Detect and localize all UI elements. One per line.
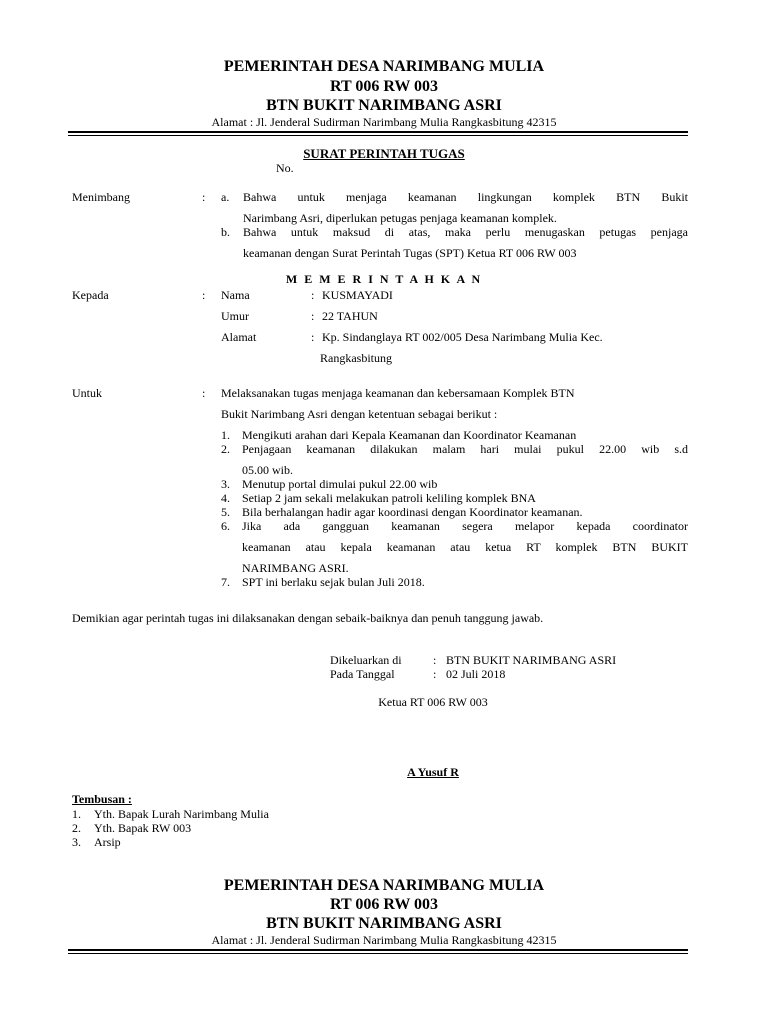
menimbang-a-marker: a. xyxy=(221,190,230,204)
tembusan-label: Tembusan : xyxy=(72,792,132,806)
letterhead-line-2: RT 006 RW 003 xyxy=(329,78,439,95)
menimbang-label: Menimbang xyxy=(72,190,130,204)
untuk-item-6-text-line2: keamanan atau kepala keamanan atau ketua RT komplek BTN BUKIT xyxy=(242,540,688,554)
untuk-item-2-text-line2: 05.00 wib. xyxy=(242,463,293,477)
letterhead-address: Alamat : Jl. Jenderal Sudirman Narimbang Mulia Rangkasbitung 42315 xyxy=(211,115,557,129)
untuk-colon: : xyxy=(202,386,206,400)
untuk-item-3-text: Menutup portal dimulai pukul 22.00 wib xyxy=(242,477,438,491)
umur-label: Umur xyxy=(221,309,249,323)
untuk-item-5-text: Bila berhalangan hadir agar koordinasi dengan Koordinator keamanan. xyxy=(242,505,583,519)
untuk-item-7-number: 7. xyxy=(221,575,230,589)
untuk-item-6-text: Jika ada gangguan keamanan segera melapor kepada coordinator xyxy=(242,519,688,533)
menimbang-a-line2: Narimbang Asri, diperlukan petugas penjaga keamanan komplek. xyxy=(243,211,557,225)
tembusan-item-2-number: 2. xyxy=(72,821,81,835)
umur-value: 22 TAHUN xyxy=(322,309,378,323)
untuk-item-2-text: Penjagaan keamanan dilakukan malam hari mulai pukul 22.00 wib s.d xyxy=(242,442,688,456)
untuk-item-7-text: SPT ini berlaku sejak bulan Juli 2018. xyxy=(242,575,425,589)
untuk-intro-line1: Melaksanakan tugas menjaga keamanan dan kebersamaan Komplek BTN xyxy=(221,386,575,400)
menimbang-colon: : xyxy=(202,190,206,204)
untuk-item-1-text: Mengikuti arahan dari Kepala Keamanan dan Koordinator Keamanan xyxy=(242,428,577,442)
untuk-item-4-number: 4. xyxy=(221,491,230,505)
letterhead2-line-3: BTN BUKIT NARIMBANG ASRI xyxy=(266,915,502,932)
letterhead-line-3: BTN BUKIT NARIMBANG ASRI xyxy=(266,97,502,114)
untuk-item-6-text-line3: NARIMBANG ASRI. xyxy=(242,561,349,575)
tembusan-item-3-number: 3. xyxy=(72,835,81,849)
untuk-item-5-number: 5. xyxy=(221,505,230,519)
untuk-item-3-number: 3. xyxy=(221,477,230,491)
untuk-item-4-text: Setiap 2 jam sekali melakukan patroli keliling komplek BNA xyxy=(242,491,536,505)
menimbang-b-line2: keamanan dengan Surat Perintah Tugas (SPT) Ketua RT 006 RW 003 xyxy=(243,246,577,260)
alamat-label: Alamat xyxy=(221,330,257,344)
document-number-label: No. xyxy=(276,161,294,175)
kepada-label: Kepada xyxy=(72,288,109,302)
untuk-label: Untuk xyxy=(72,386,102,400)
alamat-value-line2: Rangkasbitung xyxy=(320,351,392,365)
tembusan-item-1-text: Yth. Bapak Lurah Narimbang Mulia xyxy=(94,807,269,821)
alamat-separator: : xyxy=(311,330,315,344)
tembusan-item-1-number: 1. xyxy=(72,807,81,821)
alamat-value-line1: Kp. Sindanglaya RT 002/005 Desa Narimbang Mulia Kec. xyxy=(322,330,603,344)
issued-place-separator: : xyxy=(433,653,437,667)
nama-separator: : xyxy=(311,288,315,302)
letterhead-divider xyxy=(68,131,688,136)
tembusan-item-2-text: Yth. Bapak RW 003 xyxy=(94,821,192,835)
signatory-position: Ketua RT 006 RW 003 xyxy=(378,695,488,709)
letterhead2-address: Alamat : Jl. Jenderal Sudirman Narimbang Mulia Rangkasbitung 42315 xyxy=(211,933,557,947)
issued-date-separator: : xyxy=(433,667,437,681)
closing-statement: Demikian agar perintah tugas ini dilaksanakan dengan sebaik-baiknya dan penuh tanggung jawab. xyxy=(72,611,544,625)
tembusan-item-3-text: Arsip xyxy=(94,835,121,849)
untuk-item-2-number: 2. xyxy=(221,442,230,456)
menimbang-b-line1: Bahwa untuk maksud di atas, maka perlu menugaskan petugas penjaga xyxy=(243,225,688,239)
menimbang-a-line1: Bahwa untuk menjaga keamanan lingkungan komplek BTN Bukit xyxy=(243,190,688,204)
nama-label: Nama xyxy=(221,288,250,302)
umur-separator: : xyxy=(311,309,315,323)
letterhead-line-1: PEMERINTAH DESA NARIMBANG MULIA xyxy=(223,58,545,75)
signatory-name: A Yusuf R xyxy=(407,765,459,779)
memerintahkan-heading: M E M E R I N T A H K A N xyxy=(285,272,483,286)
untuk-item-1-number: 1. xyxy=(221,428,230,442)
untuk-item-6-number: 6. xyxy=(221,519,230,533)
issued-place-label: Dikeluarkan di xyxy=(330,653,402,667)
nama-value: KUSMAYADI xyxy=(322,288,393,302)
letterhead2-divider xyxy=(68,949,688,954)
menimbang-b-marker: b. xyxy=(221,225,230,239)
letterhead2-line-2: RT 006 RW 003 xyxy=(329,896,439,913)
issued-place-value: BTN BUKIT NARIMBANG ASRI xyxy=(446,653,617,667)
untuk-intro-line2: Bukit Narimbang Asri dengan ketentuan sebagai berikut : xyxy=(221,407,498,421)
letterhead2-line-1: PEMERINTAH DESA NARIMBANG MULIA xyxy=(223,877,545,894)
issued-date-label: Pada Tanggal xyxy=(330,667,395,681)
document-title: SURAT PERINTAH TUGAS xyxy=(303,146,465,161)
issued-date-value: 02 Juli 2018 xyxy=(446,667,506,681)
kepada-colon: : xyxy=(202,288,206,302)
